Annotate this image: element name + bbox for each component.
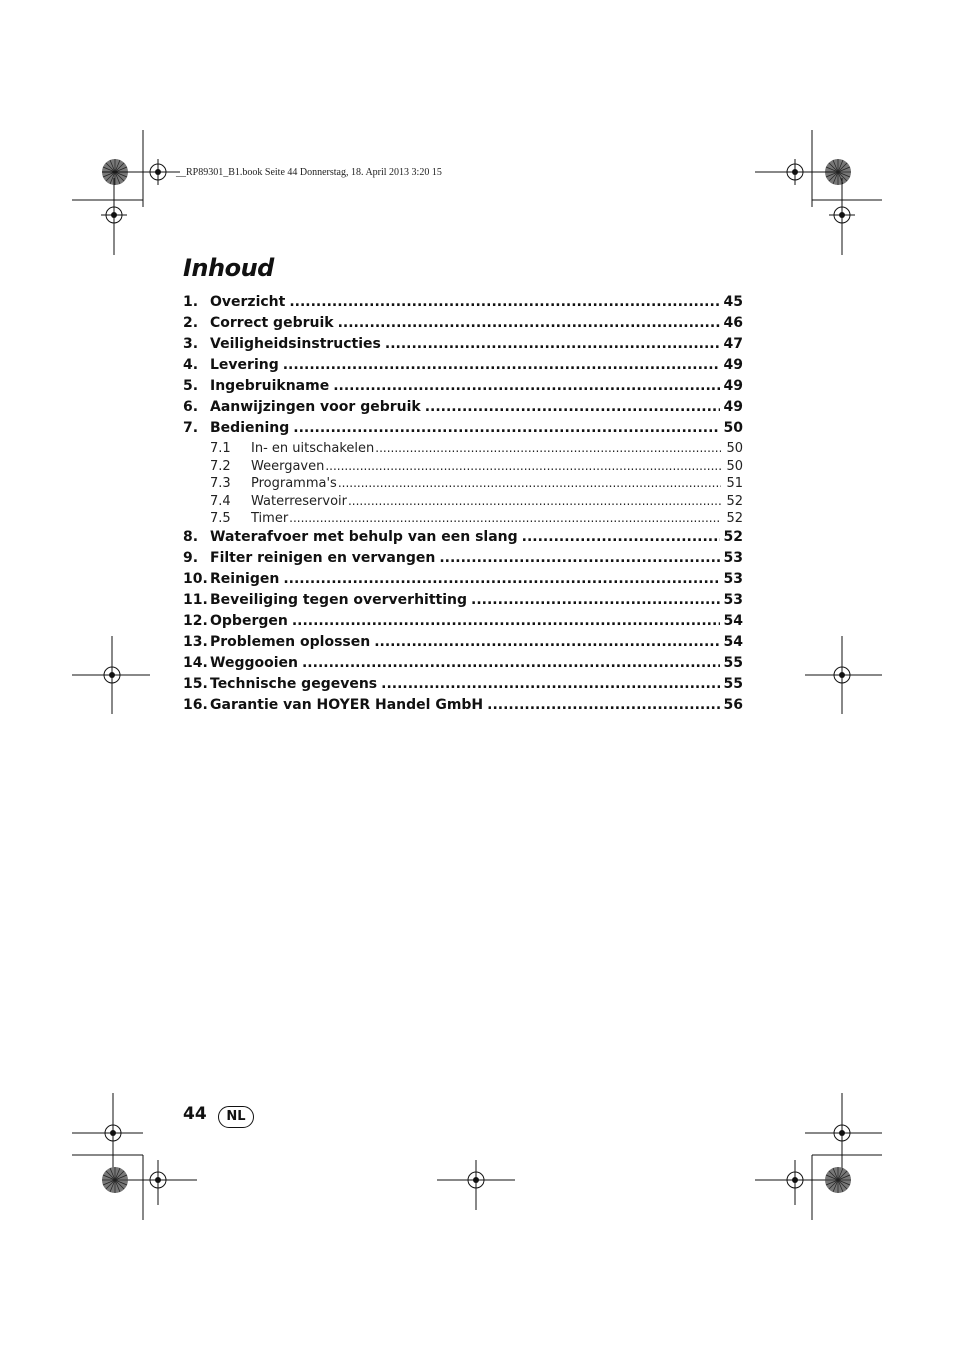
toc-entry[interactable] [183,655,743,676]
toc-label: Filter reinigen en vervangen [210,549,436,566]
toc-number: 7.5 [210,511,231,526]
toc-entry[interactable] [183,634,743,655]
leader-dots [289,294,719,310]
toc-page: 46 [723,315,743,331]
leader-dots [338,476,721,491]
toc-label: Reinigen [210,570,280,587]
toc-page: 53 [723,570,743,587]
leader-dots [333,378,719,394]
toc-subentry[interactable] [183,511,743,529]
toc-number: 12. [183,612,208,629]
leader-dots [289,511,721,526]
toc-number: 7.4 [210,493,231,509]
toc-number: 7.3 [210,476,231,491]
registration-mark-icon [829,202,855,228]
toc-number: 16. [183,696,208,713]
toc-label: Weergaven [251,458,325,474]
toc-label: Timer [251,511,289,526]
toc-page: 53 [723,591,743,608]
toc-label: Levering [210,357,279,373]
toc-page: 54 [723,633,743,650]
toc-page: 51 [726,476,743,491]
toc-page: 49 [723,399,743,415]
toc-entry[interactable] [183,697,743,718]
toc-entry[interactable] [183,676,743,697]
toc-label: Correct gebruik [210,315,334,331]
registration-mark-icon [463,1167,489,1193]
toc-number: 3. [183,336,199,352]
toc-page: 50 [726,458,743,474]
registration-mark-icon [145,1167,171,1193]
toc-number: 10. [183,570,208,587]
toc-label: Ingebruikname [210,378,330,394]
toc-number: 11. [183,591,208,608]
toc-page: 55 [723,654,743,671]
registration-mark-icon [829,1120,855,1146]
toc-page: 55 [723,675,743,692]
toc-page: 50 [726,441,743,456]
toc-page: 52 [726,493,743,509]
toc-page: 56 [723,696,743,713]
star-target-bottom-right [825,1167,851,1193]
leader-dots [385,336,720,352]
leader-dots [283,571,719,587]
toc-number: 1. [183,294,199,310]
leader-dots [302,655,720,671]
toc-number: 4. [183,357,199,373]
toc-label: Garantie van HOYER Handel GmbH [210,696,484,713]
toc-number: 9. [183,549,199,566]
language-badge: NL [218,1106,254,1128]
registration-mark-icon [782,1167,808,1193]
leader-dots [325,459,721,474]
toc-number: 7. [183,420,199,436]
toc-entry[interactable] [183,613,743,634]
registration-mark-icon [145,159,171,185]
leader-dots [292,613,720,629]
page-number: 44 [183,1104,207,1124]
toc-label: Waterafvoer met behulp van een slang [210,528,518,545]
toc-number: 8. [183,528,199,545]
leader-dots [381,676,719,692]
toc-label: Overzicht [210,294,286,310]
toc-entry[interactable] [183,357,743,378]
toc-number: 6. [183,399,199,415]
leader-dots [293,420,719,436]
toc-page: 49 [723,357,743,373]
leader-dots [338,315,720,331]
toc-label: Beveiliging tegen oververhitting [210,591,468,608]
toc-entry[interactable] [183,529,743,550]
toc-label: Veiligheidsinstructies [210,336,381,352]
registration-mark-icon [829,662,855,688]
registration-mark-icon [99,662,125,688]
toc-page: 49 [723,378,743,394]
leader-dots [348,494,721,509]
toc-entry[interactable] [183,399,743,420]
toc-entry[interactable] [183,592,743,613]
toc-page: 50 [723,420,743,436]
toc-number: 2. [183,315,199,331]
toc-number: 7.2 [210,458,231,474]
toc-subentry[interactable] [183,494,743,512]
toc-number: 7.1 [210,441,231,456]
toc-label: Opbergen [210,612,288,629]
registration-mark-icon [782,159,808,185]
print-slug: __RP89301_B1.book Seite 44 Donnerstag, 18. April 2013 3:20 15 [176,167,442,178]
toc-label: Programma's [251,476,337,491]
leader-dots [374,634,719,650]
leader-dots [439,550,719,566]
page-title: Inhoud [183,254,274,282]
toc-subentry[interactable] [183,441,743,459]
toc-label: Bediening [210,420,290,436]
leader-dots [283,357,720,373]
toc-page: 52 [723,528,743,545]
toc-label: Technische gegevens [210,675,378,692]
toc-entry[interactable] [183,315,743,336]
leader-dots [487,697,719,713]
leader-dots [375,441,721,456]
leader-dots [522,529,720,545]
toc-page: 54 [723,612,743,629]
toc-entry[interactable] [183,378,743,399]
toc-entry[interactable] [183,336,743,357]
toc-label: In- en uitschakelen [251,441,375,456]
leader-dots [471,592,719,608]
toc-label: Problemen oplossen [210,633,371,650]
toc-entry[interactable] [183,550,743,571]
toc-number: 14. [183,654,208,671]
toc-label: Aanwijzingen voor gebruik [210,399,421,415]
toc-label: Weggooien [210,654,298,671]
leader-dots [425,399,720,415]
registration-mark-icon [100,1120,126,1146]
toc-number: 13. [183,633,208,650]
toc-entry[interactable] [183,420,743,441]
table-of-contents [183,294,743,718]
toc-number: 15. [183,675,208,692]
toc-entry[interactable] [183,294,743,315]
toc-subentry[interactable] [183,476,743,494]
toc-entry[interactable] [183,571,743,592]
toc-label: Waterreservoir [251,493,347,509]
toc-page: 47 [723,336,743,352]
star-target-bottom-left [102,1167,128,1193]
toc-page: 45 [723,294,743,310]
toc-page: 53 [723,549,743,566]
registration-mark-icon [101,202,127,228]
toc-subentry[interactable] [183,459,743,477]
toc-number: 5. [183,378,199,394]
toc-page: 52 [726,511,743,526]
